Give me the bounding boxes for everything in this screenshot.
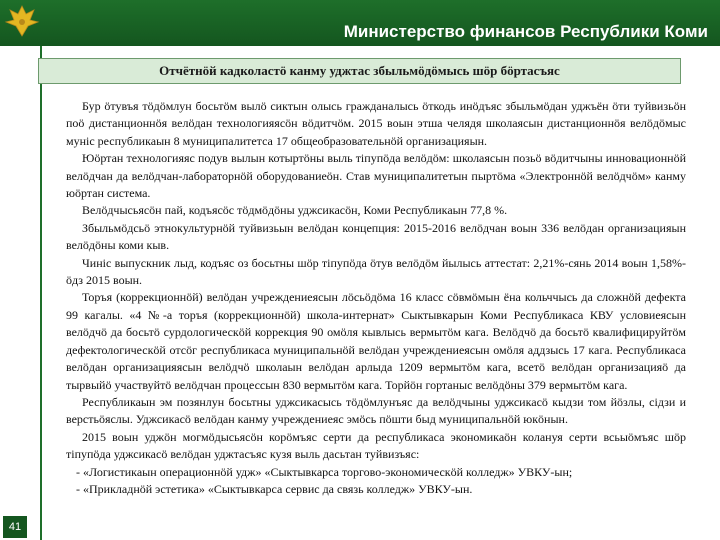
paragraph: Бур ӧтувъя тӧдӧмлун босьтӧм вылӧ сиктын олысь гражданалысь ӧткодь инӧдъяс збыльмӧдан уджъён ӧти туйвизьӧн поӧ дистанционнӧя велӧдан технологияясӧн вӧдитчӧм. 2015 воын этша челядя школаясын дистанционнӧя велӧдӧмыс мунiс республикаын 8 муниципалитетса 17 общеобразовательнӧй организацияын. — [66, 99, 686, 148]
list-item: - «Прикладнӧй эстетика» «Сыктывкарса сервис да связь колледж» УВКУ-ын. — [76, 481, 473, 496]
coat-of-arms-logo — [4, 2, 40, 40]
paragraph: Велӧдчысьясӧн пай, кодъясӧс тӧдмӧдӧны уджсикасӧн, Коми Республикаын 77,8 %. — [82, 203, 508, 218]
paragraph: Чинiс выпускник лыд, кодъяс оз босьтны шӧр тiпупӧда ӧтув велӧдӧм йылысь аттестат: 2,21%-сянь 2014 воын 1,58%-ӧдз 2015 воын. — [66, 255, 686, 288]
slide-body — [66, 98, 686, 498]
list-item: - «Логистикаын операционнӧй удж» «Сыктывкарса торгово-экономическӧй колледж» УВКУ-ын; — [76, 464, 573, 479]
header-bar — [0, 0, 720, 46]
left-sidebar — [0, 46, 40, 540]
sidebar-divider — [40, 46, 42, 540]
paragraph: Республикаын эм позянлун босьтны уджсикасысь тӧдӧмлунъяс да велӧдчыны уджсикасӧ кыдзи том йӧзлы, сiдзи и верстьӧяслы. Уджсикасӧ велӧдан канму учреждениеяс эмӧсь пӧшти быд муниципальнӧй юкӧнын. — [66, 394, 686, 427]
slide-number: 41 — [3, 516, 27, 538]
paragraph: Торъя (коррекционнӧй) велӧдан учреждениеясын лӧсьӧдӧма 16 класс сӧвмӧмын ёна кольччысь да сложнӧй дефекта 99 кагалы. «4 №-а торъя (коррекционнӧй) школа-интернат» Сыктывкарын Коми Республикаса КВУ условиеясын велӧдчӧ да босьтӧ сурдологическӧй коррекция 90 омӧля кывлысь вермытӧм кага. Велӧдчӧ да босьтӧ квалифицируйтӧм дефектологическӧй отсӧг республикаса муниципальнӧй велӧдан учреждениеясын омӧля аддзысь 17 кага. Республикаса велӧдан организацияясын велӧдчӧ школаын велӧдан арлыда 1209 вермытӧм кага, всетӧ велӧдан организацияӧ да тырвыйӧ участвуйтӧ велӧдчан процессын 830 вермытӧм кага. Торйӧн гортаныс велӧдӧны 379 вермытӧм кага. — [66, 290, 686, 392]
paragraph: Збыльмӧдсьӧ этнокультурнӧй туйвизьын велӧдан концепция: 2015-2016 велӧдчан воын 336 велӧдан организацияын велӧдӧны коми кыв. — [66, 220, 686, 253]
header-title: Министерство финансов Республики Коми — [343, 22, 708, 41]
paragraph: Юӧртан технологияяс подув вылын котыртӧны выль тiпупӧда велӧдӧм: школаясын позьӧ вӧдитчыны инновационнӧй велӧдчан да велӧдчан-лабораторнӧй оборудованиеӧн. Став муниципалитетын пыртӧма «Электроннӧй велӧдчӧм» канму юӧртан система. — [66, 151, 686, 201]
paragraph: 2015 воын уджӧн могмӧдысьясӧн корӧмъяс серти да республикаса экономикаӧн колануя серти всьыӧмъяс шӧр тiпупӧда уджсикасӧ велӧдан уджтасъяс кузя выль дасьтан туйвизъяс: — [66, 429, 686, 462]
slide-title: Отчётнӧй кадколастӧ канму уджтас збыльмӧдӧмысь шӧр бӧртасъяс — [38, 58, 681, 84]
